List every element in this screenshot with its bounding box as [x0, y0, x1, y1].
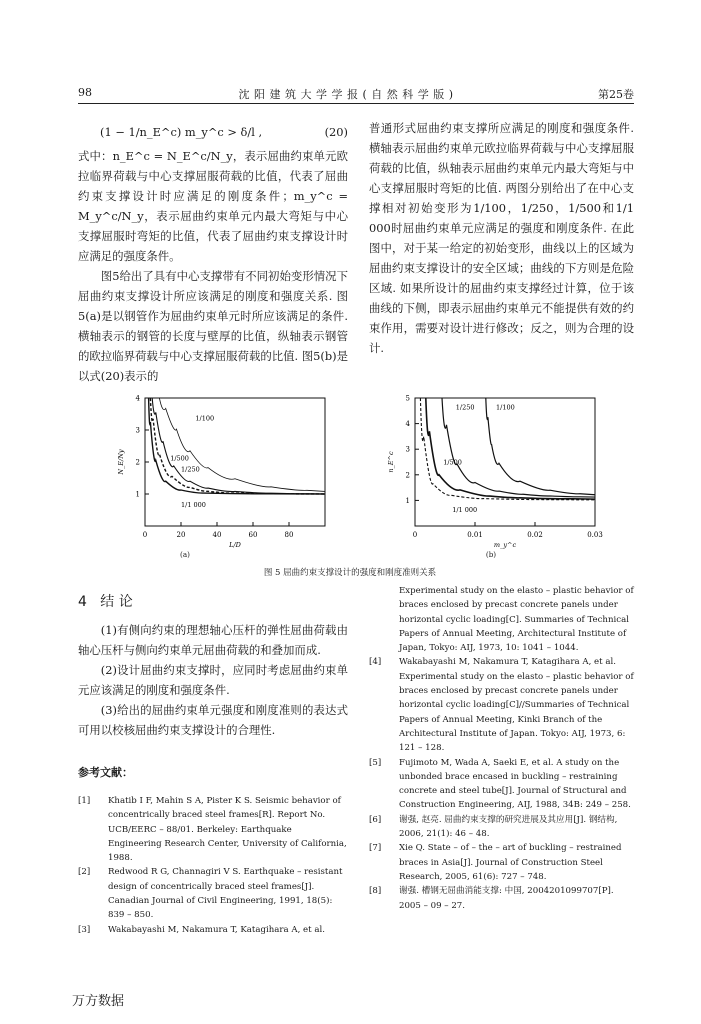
- series-line: [442, 398, 595, 497]
- conclusion-1: (1)有侧向约束的理想轴心压杆的弹性屈曲荷载由轴心压杆与侧向约束单元屈曲荷载的和叠加而成.: [78, 623, 348, 657]
- x-tick-label: 0: [412, 531, 418, 539]
- reference-item: [1] Khatib I F, Mahin S A, Pister K S. Seismic behavior of concentrically braced steel frames[R]. Report No. UCB/EERC – 88/01. Berkeley: Earthquake Engineering Research Center, University of California, 1988.: [78, 796, 347, 864]
- page-number: 98: [78, 86, 92, 99]
- x-tick-label: 60: [248, 531, 258, 539]
- y-axis-label: N_E/Ny: [117, 449, 125, 475]
- series-label: 1/1 000: [452, 505, 478, 514]
- references-left: [78, 764, 348, 937]
- references-right: [369, 584, 634, 913]
- equation-20: [78, 122, 348, 146]
- reference-item: [3] Wakabayashi M, Nakamura T, Katagihara A, et al.: [78, 924, 325, 935]
- y-tick-label: 2: [405, 471, 410, 480]
- section-4: [78, 592, 348, 740]
- y-tick-label: 5: [405, 394, 410, 403]
- header-rule: [78, 103, 634, 104]
- y-tick-label: 4: [405, 420, 410, 429]
- y-tick-label: 2: [135, 458, 140, 467]
- x-axis-label: m_y^c: [493, 541, 517, 549]
- equation-number: (20): [324, 125, 348, 139]
- panel-a-label: (a): [180, 550, 190, 559]
- equation-body: (1 − 1/n_E^c) m_y^c > δ/l ,: [100, 125, 263, 139]
- conclusion-3: (3)给出的屈曲约束单元强度和刚度准则的表达式可用以校核屈曲约束支撑设计的合理性.: [78, 703, 348, 737]
- watermark: 万方数据: [72, 994, 125, 1009]
- conclusion-2: (2)设计屈曲约束支撑时，应同时考虑屈曲约束单元应该满足的刚度和强度条件.: [78, 663, 348, 697]
- series-line: [486, 398, 595, 495]
- definition-paragraph: 式中：n_E^c = N_E^c/N_y，表示屈曲约束单元欧拉临界荷载与中心支撑屈服荷载的比值，代表了屈曲约束支撑设计时应满足的刚度条件；m_y^c = M_y^c/N_y，表示屈曲约束单元内最大弯矩与中心支撑屈服时弯矩的比值，代表了屈曲约束支撑设计时应满足的强度条件。: [78, 149, 348, 263]
- right-column: [369, 118, 634, 358]
- reference-item: [7] Xie Q. State – of – the – art of buckling – restrained braces in Asia[J]. Journal of Construction Steel Research, 2005, 61(6): 727 – 748.: [369, 843, 622, 882]
- reference-item: [2] Redwood R G, Channagiri V S. Earthquake – resistant design of concentrically braced steel frames[J]. Canadian Journal of Civil Engineering, 1991, 18(5): 839 – 850.: [78, 867, 343, 921]
- series-label: 1/1 000: [181, 500, 206, 509]
- series-label: 1/100: [496, 403, 515, 412]
- section-title: 结 论: [100, 594, 133, 610]
- figure-caption: 图 5 屈曲约束支撑设计的强度和刚度准则关系: [263, 568, 437, 578]
- chart-a: [100, 390, 340, 565]
- y-tick-label: 1: [135, 490, 140, 499]
- x-tick-label: 20: [176, 531, 186, 539]
- section-number: 4: [78, 594, 87, 610]
- series-label: 1/100: [195, 414, 215, 423]
- y-tick-label: 4: [135, 394, 140, 403]
- x-tick-label: 40: [212, 531, 222, 539]
- x-tick-label: 0: [142, 531, 148, 539]
- figure5-continued: 普通形式屈曲约束支撑所应满足的刚度和强度条件. 横轴表示屈曲约束单元欧拉临界荷载与中心支撑屈服荷载的比值，纵轴表示屈曲约束单元内最大弯矩与中心支撑屈服时弯矩的比值. 两图分别给出了在中心支撑相对初始变形为1/100，1/250，1/500和1/1 000时屈曲约束单元应满足的强度和刚度条件. 在此图中，对于某一给定的初始变形，曲线以上的区域为屈曲约束支撑设计的安全区域；曲线的下方则是危险区域. 如果所设计的屈曲约束支撑经过计算，位于该曲线的下侧，即表示屈曲约束单元不能提供有效的约束作用，需要对设计进行修改；反之，则为合理的设计.: [369, 121, 634, 355]
- plot-frame: [415, 398, 595, 526]
- volume-label: 第25卷: [598, 88, 634, 101]
- series-line: [159, 398, 325, 491]
- x-tick-label: 0.01: [467, 531, 483, 539]
- series-label: 1/250: [455, 403, 475, 412]
- left-column: [78, 122, 348, 386]
- reference-item: [5] Fujimoto M, Wada A, Saeki E, et al. A study on the unbonded brace encased in buckling – restraining concrete and steel tube[J]. Journal of Structural and Construction Engineering, AIJ, 1988, 34B: 249 – 258.: [369, 757, 631, 811]
- series-label: 1/500: [443, 458, 462, 467]
- reference-item: [8] 谢强. 槽钢无屈曲消能支撑: 中国, 2004201099707[P]. 2005 – 09 – 27.: [369, 886, 614, 911]
- reference-item: [6] 谢强, 赵亮. 屈曲约束支撑的研究进展及其应用[J]. 钢结构, 2006, 21(1): 46 – 48.: [369, 814, 618, 840]
- reference-item: [4] Wakabayashi M, Nakamura T, Katagihara A, et al. Experimental study on the elasto – plastic behavior of braces enclosed by precast concrete panels under horizontal cyclic loading[C]//Summaries of Technical Papers of Annual Meeting, Kinki Branch of the Architectural Institute of Japan. Tokyo: AIJ, 1973, 6: 121 – 128.: [369, 657, 634, 754]
- x-axis-label: L/D: [229, 541, 241, 549]
- figure5-description: 图5给出了具有中心支撑带有不同初始变形情况下屈曲约束支撑设计所应该满足的刚度和强度关系. 图5(a)是以钢管作为屈曲约束单元时所应该满足的条件. 横轴表示的钢管的长度与壁厚的比值，纵轴表示钢管的欧拉临界荷载与中心支撑屈服荷载的比值. 图5(b)是以式(20)表示的: [78, 269, 348, 383]
- series-label: 1/500: [170, 454, 189, 463]
- journal-title: 沈 阳 建 筑 大 学 学 报 ( 自 然 科 学 版 ): [238, 88, 454, 101]
- y-tick-label: 3: [135, 426, 140, 435]
- x-tick-label: 0.03: [587, 531, 603, 539]
- panel-b-label: (b): [485, 550, 497, 559]
- reference-continuation: Experimental study on the elasto – plastic behavior of braces enclosed by precast concrete panels under horizontal cyclic loading[C]. Summaries of Technical Papers of Annual Meeting, Architectural Institute of Japan, Tokyo: AIJ, 1973, 10: 1041 – 1044.: [399, 586, 634, 654]
- y-axis-label: n_E^c: [387, 451, 395, 473]
- y-tick-label: 1: [405, 496, 410, 505]
- references-title: 参考文献：: [78, 766, 133, 779]
- series-label: 1/250: [181, 465, 200, 474]
- section-heading: [78, 592, 348, 612]
- x-tick-label: 0.02: [527, 531, 543, 539]
- y-tick-label: 3: [405, 445, 410, 454]
- chart-b: [370, 390, 610, 565]
- x-tick-label: 80: [284, 531, 294, 539]
